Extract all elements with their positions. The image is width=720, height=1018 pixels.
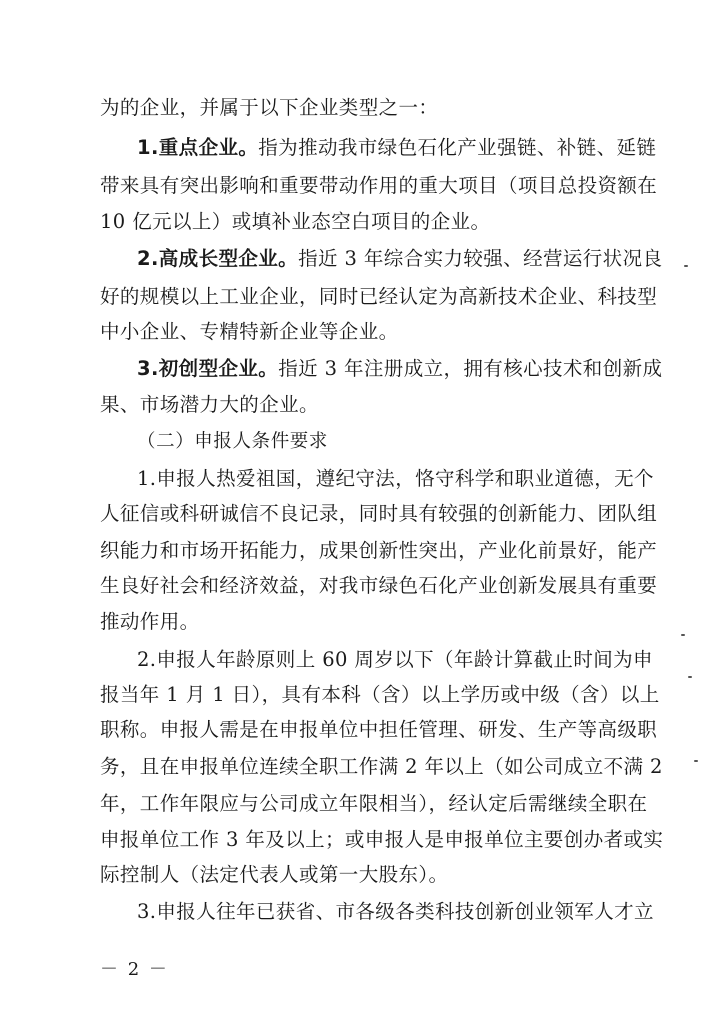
paragraph-high-growth-line — [137, 245, 692, 273]
paragraph-startup-line — [137, 355, 692, 383]
section-heading: （二）申报人条件要求 — [137, 431, 329, 452]
text-line: 际控制人（法定代表人或第一大股东）。 — [100, 863, 449, 886]
scan-speck — [684, 265, 688, 267]
paragraph-key-enterprise-line — [137, 134, 692, 162]
scan-speck — [681, 634, 685, 636]
text-line: 10 亿元以上）或填补业态空白项目的企业。 — [100, 210, 491, 233]
scan-speck — [688, 676, 692, 678]
text-line: 中小企业、专精特新企业等企业。 — [100, 320, 399, 343]
text-line: 为的企业，并属于以下企业类型之一： — [100, 96, 439, 119]
high-growth-heading: 2.高成长型企业。 — [137, 247, 299, 270]
text-line: 职称。申报人需是在申报单位中担任管理、研发、生产等高级职 — [100, 718, 658, 741]
text-line: 人征信或科研诚信不良记录，同时具有较强的创新能力、团队组 — [100, 502, 658, 525]
text-line: 生良好社会和经济效益，对我市绿色石化产业创新发展具有重要 — [100, 574, 658, 597]
text-line: 2.申报人年龄原则上 60 周岁以下（年龄计算截止时间为申 — [137, 648, 653, 671]
text-line: 务，且在申报单位连续全职工作满 2 年以上（如公司成立不满 2 — [100, 755, 663, 778]
text-span: 指近 3 年注册成立，拥有核心技术和创新成 — [278, 357, 663, 380]
startup-heading: 3.初创型企业。 — [137, 357, 279, 380]
text-span: 指近 3 年综合实力较强、经营运行状况良 — [298, 247, 663, 270]
text-line: 申报单位工作 3 年及以上；或申报人是申报单位主要创办者或实 — [100, 828, 664, 851]
scan-speck — [694, 760, 698, 762]
text-line: 报当年 1 月 1 日），具有本科（含）以上学历或中级（含）以上 — [100, 683, 660, 706]
text-line: 年，工作年限应与公司成立年限相当），经认定后需继续全职在 — [100, 792, 648, 815]
text-line: 带来具有突出影响和重要带动作用的重大项目（项目总投资额在 — [100, 174, 658, 197]
page-number: － 2 － — [100, 959, 169, 980]
text-line: 推动作用。 — [100, 610, 200, 633]
text-line: 织能力和市场开拓能力，成果创新性突出，产业化前景好，能产 — [100, 539, 658, 562]
text-span: 指为推动我市绿色石化产业强链、补链、延链 — [258, 136, 657, 159]
text-line: 1.申报人热爱祖国，遵纪守法，恪守科学和职业道德，无个 — [137, 467, 654, 490]
text-line: 果、市场潜力大的企业。 — [100, 393, 319, 416]
text-line: 好的规模以上工业企业，同时已经认定为高新技术企业、科技型 — [100, 285, 658, 308]
key-enterprise-heading: 1.重点企业。 — [137, 136, 259, 159]
text-line: 3.申报人往年已获省、市各级各类科技创新创业领军人才立 — [137, 900, 654, 923]
